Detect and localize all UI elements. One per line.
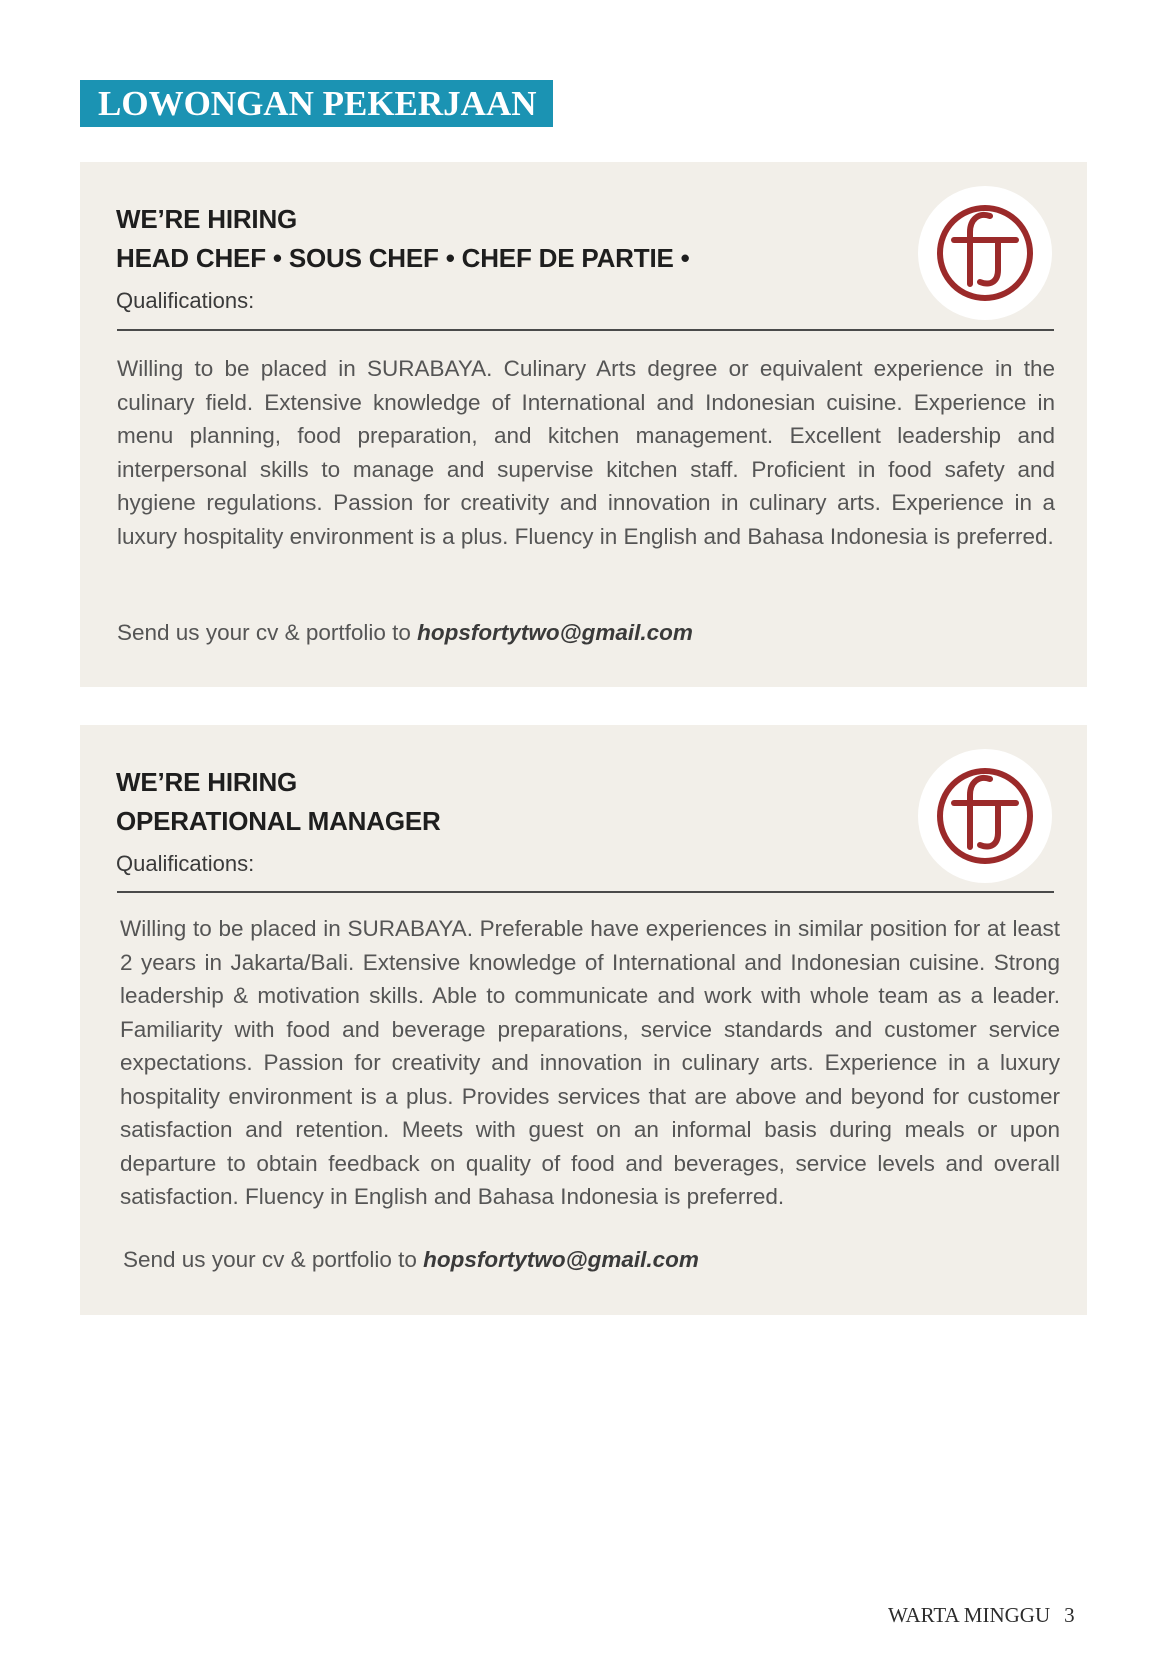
- job-card-chef: [80, 162, 1087, 687]
- fj-monogram-logo-icon: [918, 186, 1052, 320]
- page-footer: [888, 1603, 1075, 1628]
- divider: [117, 891, 1054, 893]
- hiring-heading: WE’RE HIRING: [116, 204, 298, 234]
- email-link[interactable]: hopsfortytwo@gmail.com: [417, 620, 693, 645]
- hiring-heading: WE’RE HIRING: [116, 767, 298, 797]
- send-text: Send us your cv & portfolio to: [123, 1247, 424, 1272]
- page-number: 3: [1064, 1603, 1075, 1627]
- qualifications-label: Qualifications:: [116, 288, 255, 313]
- job-description: Willing to be placed in SURABAYA. Culinary Arts degree or equivalent experience in the culinary field. Extensive knowledge of International and Indonesian cuisine. Experience in menu planning, food preparation, and kitchen management. Excellent leadership and interpersonal skills to manage and supervise kitchen staff. Proficient in food safety and hygiene regulations. Passion for creativity and innovation in culinary arts. Experience in a luxury hospitality environment is a plus. Fluency in English and Bahasa Indonesia is preferred.: [117, 356, 1055, 549]
- positions-heading: OPERATIONAL MANAGER: [116, 806, 441, 836]
- positions-heading: HEAD CHEF • SOUS CHEF • CHEF DE PARTIE •: [116, 243, 690, 273]
- job-card-operational-manager: [80, 725, 1087, 1315]
- fj-monogram-logo-icon: [918, 749, 1052, 883]
- job-description: Willing to be placed in SURABAYA. Preferable have experiences in similar position for at least 2 years in Jakarta/Bali. Extensive knowledge of International and Indonesian cuisine. Strong leadership & motivation skills. Able to communicate and work with whole team as a leader. Familiarity with food and beverage preparations, service standards and customer service expectations. Passion for creativity and innovation in culinary arts. Experience in a luxury hospitality environment is a plus. Provides services that are above and beyond for customer satisfaction and retention. Meets with guest on an informal basis during meals or upon departure to obtain feedback on quality of food and beverages, service levels and overall satisfaction. Fluency in English and Bahasa Indonesia is preferred.: [120, 916, 1060, 1209]
- send-text: Send us your cv & portfolio to: [117, 620, 418, 645]
- qualifications-label: Qualifications:: [116, 851, 255, 876]
- email-link[interactable]: hopsfortytwo@gmail.com: [423, 1247, 699, 1272]
- send-instructions: [117, 620, 693, 646]
- divider: [117, 329, 1054, 331]
- publication-name: WARTA MINGGU: [888, 1603, 1051, 1627]
- section-title: LOWONGAN PEKERJAAN: [80, 80, 553, 127]
- send-instructions: [123, 1247, 699, 1273]
